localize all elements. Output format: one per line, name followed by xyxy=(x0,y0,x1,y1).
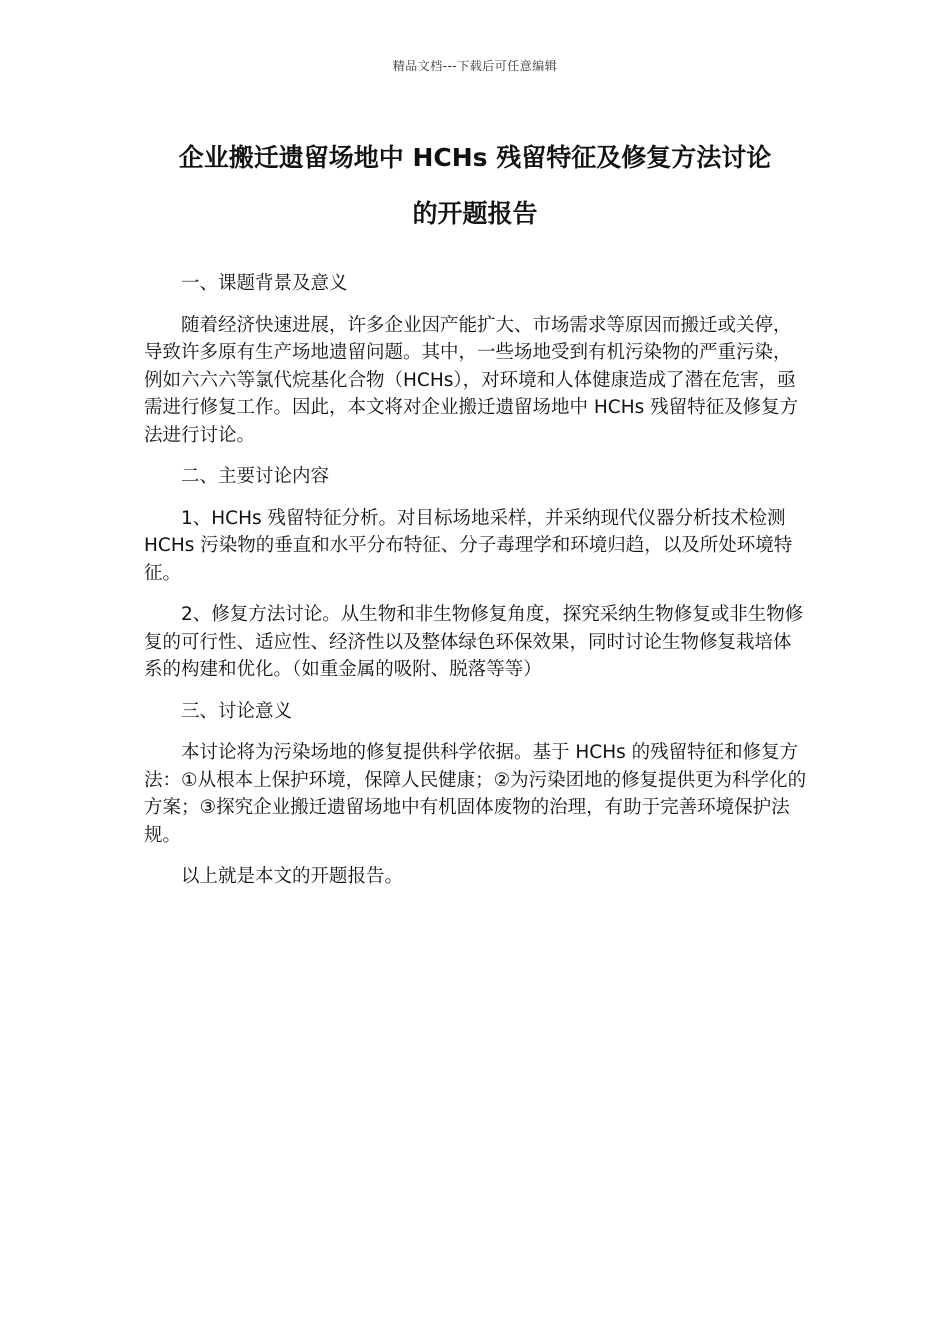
paragraph-remediation-methods: 2、修复方法讨论。从生物和非生物修复角度，探究采纳生物修复或非生物修复的可行性、适应性、经济性以及整体绿色环保效果，同时讨论生物修复栽培体系的构建和优化。（如重金属的吸附、脱落等等） xyxy=(144,604,804,680)
header-note: 精品文档---下载后可任意编辑 xyxy=(392,59,558,73)
document-body xyxy=(144,270,808,905)
paragraph-significance: 本讨论将为污染场地的修复提供科学依据。基于 HCHs 的残留特征和修复方法：①从根本上保护环境，保障人民健康；②为污染团地的修复提供更为科学化的方案；③探究企业搬迁遗留场地中有机固体废物的治理，有助于完善环境保护法规。 xyxy=(144,742,807,846)
paragraph-background: 随着经济快速进展，许多企业因产能扩大、市场需求等原因而搬迁或关停，导致许多原有生产场地遗留问题。其中，一些场地受到有机污染物的严重污染，例如六六六等氯代烷基化合物（HCHs），对环境和人体健康造成了潜在危害，亟需进行修复工作。因此，本文将对企业搬迁遗留场地中 HCHs 残留特征及修复方法进行讨论。 xyxy=(144,314,799,446)
section-heading-main-content: 二、主要讨论内容 xyxy=(181,466,330,487)
section-heading-background: 一、课题背景及意义 xyxy=(181,273,348,294)
title-line-2: 的开题报告 xyxy=(412,199,538,228)
section-heading-significance: 三、讨论意义 xyxy=(181,700,293,722)
paragraph-residue-analysis: 1、HCHs 残留特征分析。对目标场地采样，并采纳现代仪器分析技术检测 HCHs 污染物的垂直和水平分布特征、分子毒理学和环境归趋，以及所处环境特征。 xyxy=(144,507,793,584)
title-line-1: 企业搬迁遗留场地中 HCHs 残留特征及修复方法讨论 xyxy=(178,143,772,172)
paragraph-closing: 以上就是本文的开题报告。 xyxy=(181,866,404,887)
document-title xyxy=(130,130,820,242)
